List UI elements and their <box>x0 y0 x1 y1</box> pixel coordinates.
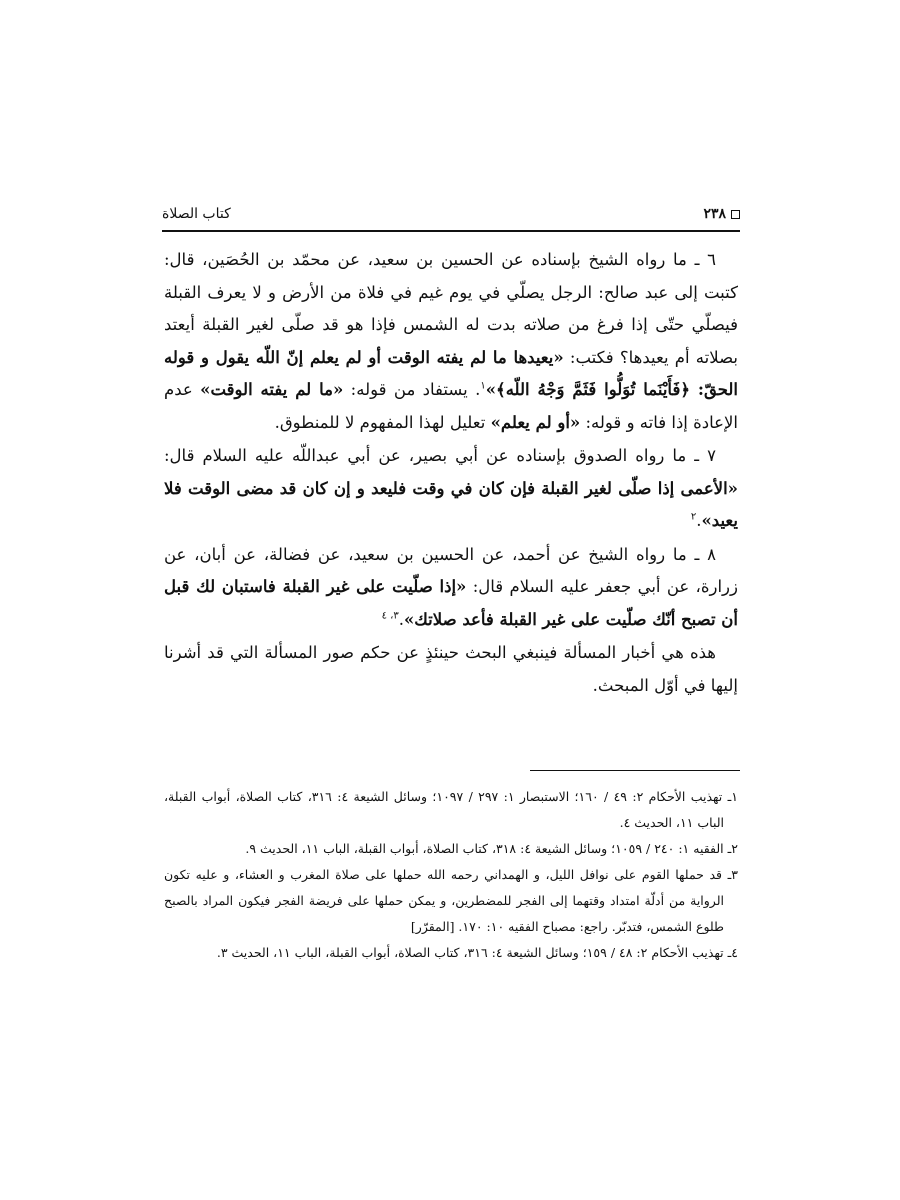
main-text <box>164 244 738 702</box>
p3-text-b: . <box>398 609 404 629</box>
page-number-group <box>703 206 740 222</box>
paragraph-hadith-6 <box>164 244 738 439</box>
footnote-4: ٤ـ تهذيب الأحكام ٢: ٤٨ / ١٥٩؛ وسائل الشيعة ٤: ٣١٦، كتاب الصلاة، أبواب القبلة، الباب ١١، الحديث ٣. <box>216 945 738 960</box>
paragraph-hadith-8 <box>164 539 738 637</box>
paragraph-conclusion: هذه هي أخبار المسألة فينبغي البحث حينئذٍ عن حكم صور المسألة التي قد أشرنا إليها في أوّل المبحث. <box>164 643 738 695</box>
footnote-3: ٣ـ قد حملها القوم على نوافل الليل، و الهمداني رحمه الله حملها على صلاة المغرب و العشاء، و عليه تكون الرواية من أدلّة امتداد وقتهما إلى الفجر للمضطرين، و يمكن حملها على فريضة الفجر فيكون المراد بالصبح طلوع الشمس، فتدبّر. راجع: مصباح الفقيه ١٠: ١٧٠. [المقرّر] <box>164 867 738 934</box>
p1-phrase-1: «ما لم يفته الوقت» <box>200 380 344 399</box>
page-number: ٢٣٨ <box>703 206 726 222</box>
footnote-ref-2: ٢ <box>690 511 697 523</box>
book-title: كتاب الصلاة <box>162 206 231 222</box>
footnotes <box>164 784 738 966</box>
p1-phrase-2: «أو لم يعلم» <box>490 412 581 432</box>
p1-text-d: تعليل لهذا المفهوم لا للمنطوق. <box>274 412 491 432</box>
footnote-ref-1: ١ <box>480 380 486 392</box>
p2-quote: «الأعمى إذا صلّى لغير القبلة فإن كان في وقت فليعد و إن كان قد مضى الوقت فلا يعيد» <box>164 478 738 530</box>
p3-text-a: ٨ ـ ما رواه الشيخ عن أحمد، عن الحسين بن سعيد، عن فضالة، عن أبان، عن زرارة، عن أبي جعفر عليه السلام قال: <box>164 544 738 596</box>
book-page <box>162 0 740 1200</box>
footnote-2: ٢ـ الفقيه ١: ٢٤٠ / ١٠٥٩؛ وسائل الشيعة ٤: ٣١٨، كتاب الصلاة، أبواب القبلة، الباب ١١، الحديث ٩. <box>245 841 738 856</box>
header-divider <box>162 230 740 232</box>
p3-quote: «إذا صلّيت على غير القبلة فاستبان لك قبل أن تصبح أنّك صلّيت على غير القبلة فأعد صلاتك» <box>164 577 738 629</box>
p2-text-b: . <box>696 511 702 530</box>
footnote-1: ١ـ تهذيب الأحكام ٢: ٤٩ / ١٦٠؛ الاستبصار ١: ٢٩٧ / ١٠٩٧؛ وسائل الشيعة ٤: ٣١٦، كتاب الصلاة، أبواب القبلة، الباب ١١، الحديث ٤. <box>164 789 739 830</box>
square-icon <box>731 210 740 219</box>
p1-quote: «يعيدها ما لم يفته الوقت أو لم يعلم إنّ اللّه يقول و قوله الحقّ: ﴿فَأَيْنَما تُوَلُّوا فَثَمَّ وَجْهُ اللّه﴾» <box>164 347 739 399</box>
footnote-ref-3-4: ٣، ٤ <box>381 610 399 621</box>
page-header <box>162 202 740 226</box>
p1-text-c: عدم الإعادة إذا فاته و قوله: <box>164 380 738 432</box>
p2-text-a: ٧ ـ ما رواه الصدوق بإسناده عن أبي بصير، عن أبي عبداللّه عليه السلام قال: <box>164 446 716 465</box>
p1-text-a: ٦ ـ ما رواه الشيخ بإسناده عن الحسين بن سعيد، عن محمّد بن الحُصَين، قال: كتبت إلى عبد صالح: الرجل يصلّي في يوم غيم في فلاة من الأرض و لا يعرف القبلة فيصلّي حتّى إذا فرغ من صلاته بدت له الشمس فإذا هو قد صلّى لغير القبلة أيعتد بصلاته أم يعيدها؟ فكتب: <box>164 250 738 367</box>
paragraph-hadith-7 <box>164 440 738 538</box>
footnote-divider <box>530 770 740 771</box>
p1-text-b: . يستفاد من قوله: <box>343 380 481 399</box>
